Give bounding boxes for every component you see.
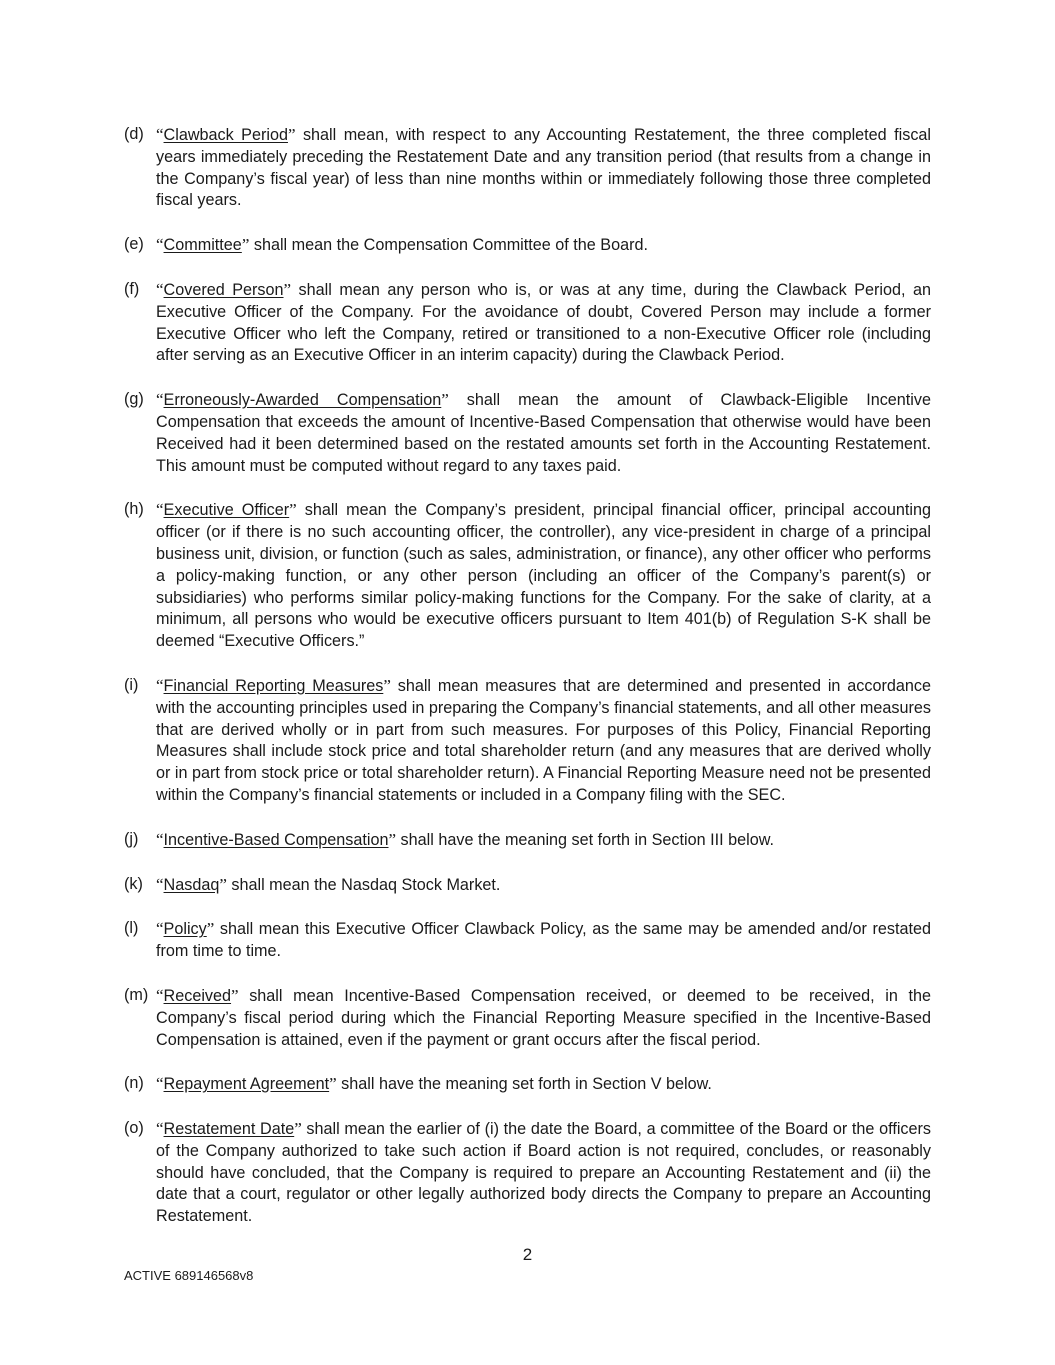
close-quote: ” — [219, 874, 227, 894]
open-quote: “ — [156, 985, 164, 1005]
definition-body: shall have the meaning set forth in Section V below. — [336, 1075, 712, 1094]
definition-body: shall mean, with respect to any Accounting Restatement, the three completed fiscal years immediately preceding the Restatement Date and any transition period (that results from a change in the Company’s fiscal year) of less than nine months within or immediately following those three completed fiscal years. — [156, 126, 932, 210]
defined-term: Policy — [163, 920, 207, 939]
definition-g — [124, 389, 931, 477]
definition-k — [124, 874, 931, 897]
definition-i — [124, 675, 931, 807]
definition-f — [124, 279, 931, 367]
definition-body: shall mean the Nasdaq Stock Market. — [226, 875, 501, 894]
definition-o — [124, 1118, 931, 1228]
definition-body: shall mean the Company’s president, principal financial officer, principal accounting officer (or if there is no such accounting officer, the controller), any vice-president in charge of a principal business unit, division, or function (such as sales, administration, or finance), any other officer who performs a policy-making function, or any other person (including an officer of the Company’s parent(s) or subsidiaries) who performs similar policy-making functions for the Company. For the sake of clarity, at a minimum, all persons who would be executive officers pursuant to Item 401(b) of Regulation S-K shall be deemed “Executive Officers.” — [156, 501, 931, 651]
open-quote: “ — [156, 829, 164, 849]
defined-term: Restatement Date — [163, 1120, 295, 1139]
open-quote: “ — [156, 125, 164, 144]
definition-letter: (e) — [124, 235, 144, 254]
open-quote: “ — [156, 279, 164, 299]
definition-l — [124, 918, 931, 963]
defined-term: Executive Officer — [163, 501, 290, 520]
close-quote: ” — [231, 985, 239, 1005]
definition-letter: (f) — [124, 279, 140, 298]
definition-letter: (o) — [124, 1119, 144, 1138]
definition-body: shall mean this Executive Officer Clawback Policy, as the same may be amended and/or restated from time to time. — [156, 920, 931, 961]
definition-j — [124, 829, 931, 852]
open-quote: “ — [156, 500, 164, 520]
definition-letter: (n) — [124, 1074, 144, 1093]
defined-term: Committee — [163, 236, 242, 255]
definition-letter: (m) — [124, 985, 149, 1004]
close-quote: ” — [388, 829, 397, 849]
close-quote: ” — [329, 1074, 337, 1094]
close-quote: ” — [441, 390, 449, 410]
definition-n — [124, 1073, 931, 1096]
definition-body: shall mean the earlier of (i) the date the Board, a committee of the Board or the officers of the Company authorized to take such action if Board action is not required, concludes, or reasonably should have concluded, that the Company is required to prepare an Accounting Restatement and (ii) the date that a court, regulator or other legally authorized body directs the Company to prepare an Accounting Restatement. — [156, 1120, 931, 1226]
definition-letter: (d) — [124, 125, 144, 143]
definition-d — [124, 124, 931, 212]
open-quote: “ — [156, 919, 164, 939]
defined-term: Received — [163, 986, 232, 1005]
defined-term: Repayment Agreement — [163, 1075, 330, 1094]
definition-body: shall mean the Compensation Committee of the Board. — [249, 236, 648, 255]
close-quote: ” — [283, 279, 292, 299]
document-id: ACTIVE 689146568v8 — [124, 1268, 254, 1283]
definition-m — [124, 985, 931, 1051]
open-quote: “ — [156, 1119, 164, 1139]
open-quote: “ — [156, 235, 164, 255]
definition-body: shall mean measures that are determined and presented in accordance with the accounting principles used in preparing the Company’s financial statements, and all other measures that are derived wholly or in part from such measures. For purposes of this Policy, Financial Reporting Measures shall include stock price and total shareholder return (and any measures that are derived wholly or in part from stock price or total shareholder return). A Financial Reporting Measure need not be presented within the Company’s financial statements or included in a Company filing with the SEC. — [156, 676, 931, 804]
page-number: 2 — [522, 1245, 533, 1264]
open-quote: “ — [156, 874, 164, 894]
defined-term: Covered Person — [163, 280, 284, 299]
close-quote: ” — [287, 125, 296, 144]
definition-letter: (l) — [124, 919, 139, 938]
definition-body: shall mean any person who is, or was at any time, during the Clawback Period, an Executive Officer of the Company. For the avoidance of doubt, Covered Person may include a former Executive Officer who left the Company, retired or transitioned to a non-Executive Officer role (including after serving as an Executive Officer in an interim capacity) during the Clawback Period. — [156, 280, 931, 365]
open-quote: “ — [156, 1074, 164, 1094]
definition-letter: (i) — [124, 675, 139, 694]
definition-e — [124, 234, 931, 257]
definition-body: shall mean the amount of Clawback-Eligible Incentive Compensation that exceeds the amount of Incentive-Based Compensation that otherwise would have been Received had it been determined based on the restated amounts set forth in the Accounting Restatement. This amount must be computed without regard to any taxes paid. — [156, 391, 931, 475]
open-quote: “ — [156, 390, 164, 410]
definition-h — [124, 499, 931, 653]
definition-letter: (g) — [124, 390, 144, 409]
defined-term: Incentive-Based Compensation — [163, 830, 389, 849]
open-quote: “ — [156, 675, 164, 695]
close-quote: ” — [383, 675, 391, 695]
defined-term: Clawback Period — [163, 126, 288, 144]
definition-body: shall mean Incentive-Based Compensation received, or deemed to be received, in the Company’s fiscal period during which the Financial Reporting Measure specified in the Incentive-Based Compensation is attained, even if the payment or grant occurs after the fiscal period. — [156, 986, 931, 1049]
definition-letter: (k) — [124, 874, 143, 893]
close-quote: ” — [294, 1119, 302, 1139]
close-quote: ” — [206, 919, 215, 939]
defined-term: Financial Reporting Measures — [163, 676, 384, 695]
definition-letter: (j) — [124, 829, 139, 848]
defined-term: Nasdaq — [163, 875, 220, 894]
close-quote: ” — [241, 235, 250, 255]
definitions-list — [124, 124, 931, 1250]
defined-term: Erroneously-Awarded Compensation — [163, 391, 442, 410]
close-quote: ” — [289, 500, 297, 520]
definition-body: shall have the meaning set forth in Section III below. — [396, 830, 774, 849]
definition-letter: (h) — [124, 500, 144, 519]
